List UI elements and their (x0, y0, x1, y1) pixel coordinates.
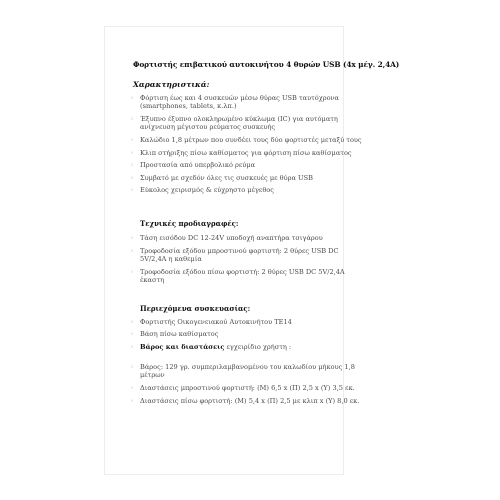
list-item-text: Διαστάσεις μπροστινού φορτιστή: (Μ) 6,5 x (Π) 2,5 x (Υ) 3,5 εκ. (140, 384, 355, 392)
list-item (130, 363, 359, 380)
list-item (130, 136, 362, 144)
list-item (130, 149, 362, 157)
product-title: Φορτιστής επιβατικού αυτοκινήτου 4 θυρών USB (4x μέγ. 2,4A) (133, 60, 400, 69)
list-item-text: έκαστη (140, 276, 165, 284)
list-item-text: Τροφοδοσία εξόδου μπροστινού φορτιστή: 2 θύρες USB DC (140, 246, 339, 255)
package-list (130, 318, 292, 355)
bullet-icon: ◦ (130, 330, 134, 339)
list-item-text: Κλιπ στήριξης πίσω καθίσματος για φόρτιση πίσω καθίσματος (140, 148, 352, 157)
list-item-text: Βάρος: 129 γρ. συμπεριλαμβανομένου του καλωδίου μήκους 1,8 (140, 363, 355, 371)
bullet-icon: ◦ (130, 384, 134, 392)
weight-dimensions-suffix: εγχειρίδιο χρήστη : (224, 342, 292, 351)
bullet-icon: ◦ (130, 234, 134, 242)
list-item-text: Εύκολος χειρισμός & εύχρηστο μέγεθος (140, 186, 274, 195)
list-item-text: Συμβατό με σχεδόν όλες τις συσκευές με θύρα USB (140, 173, 313, 182)
list-item (130, 247, 345, 264)
list-item-text: 5V/2,4A η καθεμία (140, 255, 202, 263)
package-heading: Περιεχόμενα συσκευασίας: (140, 304, 251, 313)
list-item-text: Τροφοδοσία εξόδου πίσω φορτιστή: 2 θύρες USB DC 5V/2,4A (140, 267, 345, 276)
list-item (130, 186, 362, 194)
list-item-text: μέτρων (140, 371, 165, 380)
features-heading: Χαρακτηριστικά: (133, 80, 210, 89)
dimensions-list (130, 363, 359, 409)
package-item-text: Βάση πίσω καθίσματος (140, 330, 219, 339)
bullet-icon: ◦ (130, 173, 134, 182)
features-list (130, 94, 362, 199)
bullet-icon: ◦ (130, 115, 134, 123)
list-item-text: Έξυπνο έξυπνο ολοκληρωμένο κύκλωμα (IC) για αυτόματη (140, 115, 338, 123)
list-item-text: Τάση εισόδου DC 12-24V υποδοχή αναπτήρα τσιγάρου (140, 234, 323, 242)
list-item (130, 384, 359, 392)
list-item (130, 397, 359, 405)
weight-dimensions-label: Βάρος και διαστάσεις (140, 342, 225, 351)
list-item (130, 174, 362, 182)
list-item-text: Καλώδιο 1,8 μέτρων που συνδέει τους δύο φορτιστές μεταξύ τους (140, 136, 362, 144)
package-item-text: Φορτιστής Οικογενειακού Αυτοκινήτου TE14 (140, 318, 292, 326)
list-item-text: ανίχνευση μέγιστου ρεύματος συσκευής (140, 123, 276, 132)
bullet-icon: ◦ (130, 246, 134, 255)
bullet-icon: ◦ (130, 161, 134, 170)
list-item-text: Φόρτιση έως και 4 συσκευών μέσω θύρας USB ταυτόχρονα (140, 94, 340, 102)
bullet-icon: ◦ (130, 186, 134, 195)
list-item-text: Προστασία από υπερβολικό ρεύμα (140, 161, 256, 170)
bullet-icon: ◦ (130, 267, 134, 276)
list-item (130, 268, 345, 285)
specs-list (130, 234, 345, 289)
bullet-icon: ◦ (130, 148, 134, 157)
list-item (130, 161, 362, 169)
list-item (130, 318, 292, 326)
bullet-icon: ◦ (130, 94, 134, 102)
bullet-icon: ◦ (130, 136, 134, 144)
list-item-text: (smartphones, tablets, κ.λπ.) (140, 102, 237, 111)
bullet-icon: ◦ (130, 396, 134, 405)
bullet-icon: ◦ (130, 342, 134, 351)
bullet-icon: ◦ (130, 318, 134, 326)
list-item-text: Διαστάσεις πίσω φορτιστή: (Μ) 5,4 x (Π) 2,5 με κλιπ x (Υ) 8,0 εκ. (140, 396, 360, 405)
bullet-icon: ◦ (130, 363, 134, 371)
specs-heading: Τεχνικές προδιαγραφές: (140, 219, 239, 228)
list-item (130, 94, 362, 111)
list-item (130, 234, 345, 242)
list-item (130, 330, 292, 338)
list-item (130, 115, 362, 132)
list-item (130, 343, 292, 351)
